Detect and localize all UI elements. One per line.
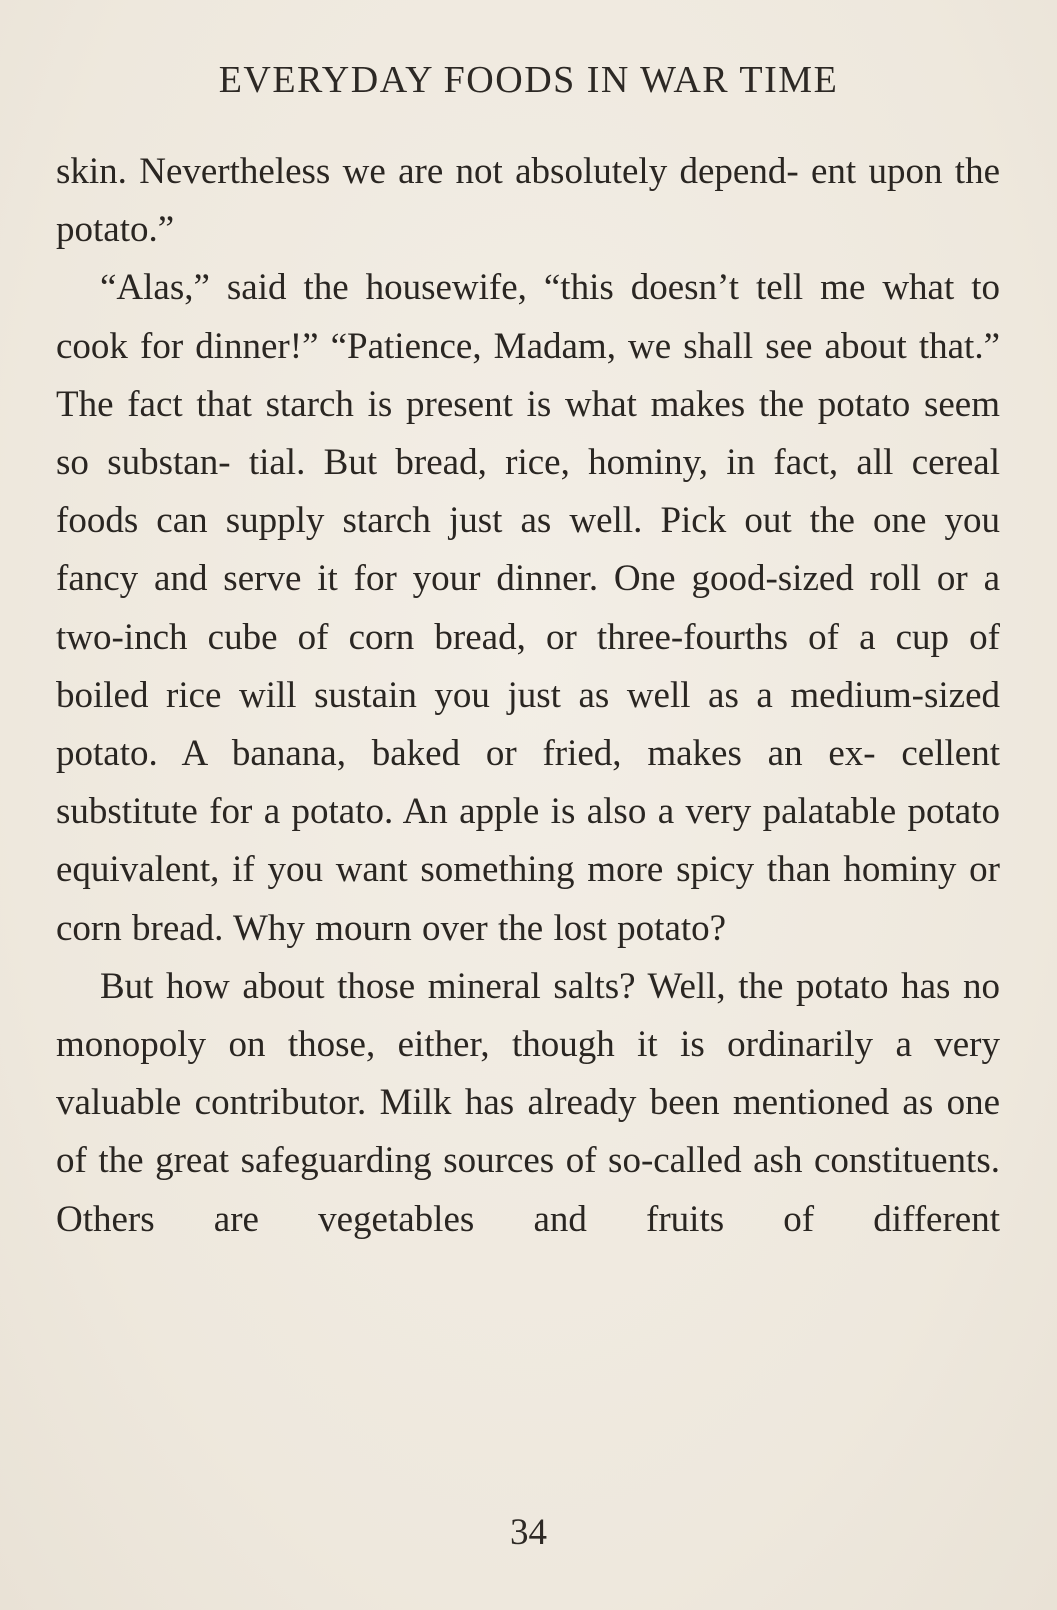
paragraph-3: But how about those mineral salts? Well, the potato has no monopoly on those, either, though it is ordinarily a very valuable contributor. Milk has already been mentioned as one of the great safeguarding sources of so-called ash constituents. Others are vegetables and fruits of different	[56, 965, 1000, 1240]
paragraph-1: skin. Nevertheless we are not absolutely depend- ent upon the potato.”	[56, 151, 1000, 251]
paragraph-2: “Alas,” said the housewife, “this doesn’t tell me what to cook for dinner!” “Patience, Madam, we shall see about that.” The fact that starch is present is what makes the potato seem so substan- tial. But bread, rice, hominy, in fact, all cereal foods can supply starch just as well. Pick out the one you fancy and serve it for your dinner. One good-sized roll or a two-inch cube of corn bread, or three-fourths of a cup of boiled rice will sustain you just as well as a medium-sized potato. A banana, baked or fried, makes an ex- cellent substitute for a potato. An apple is also a very palatable potato equivalent, if you want something more spicy than hominy or corn bread. Why mourn over the lost potato?	[56, 267, 1000, 949]
page-number: 34	[510, 1512, 547, 1553]
body-text	[56, 143, 1000, 1249]
running-head: EVERYDAY FOODS IN WAR TIME	[218, 59, 839, 101]
